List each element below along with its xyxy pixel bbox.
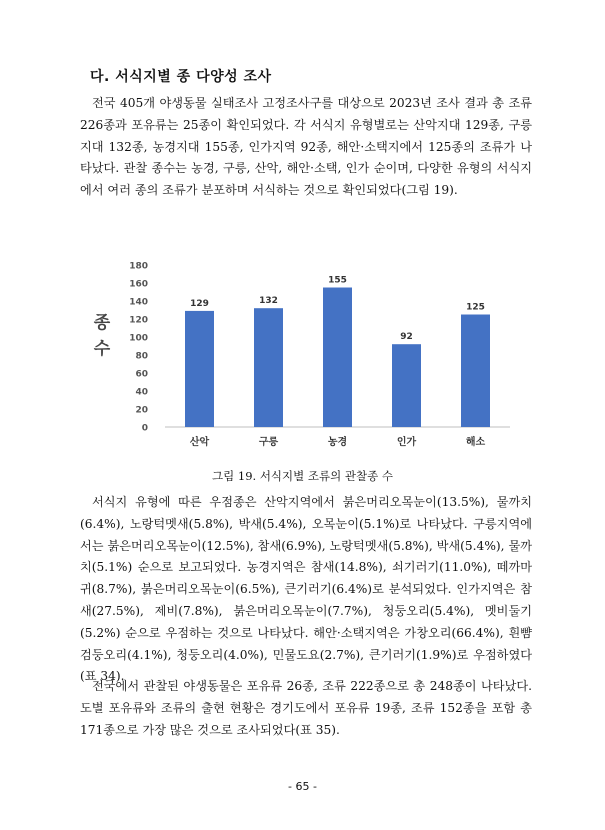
y-tick-label: 40 bbox=[135, 387, 148, 398]
data-label: 129 bbox=[190, 298, 209, 309]
data-label: 132 bbox=[259, 296, 278, 307]
y-axis-label bbox=[94, 313, 111, 359]
section-heading: 다. 서식지별 종 다양성 조사 bbox=[90, 69, 272, 85]
y-tick-label: 20 bbox=[135, 405, 148, 416]
y-tick-label: 160 bbox=[129, 279, 148, 290]
bar-구릉 bbox=[254, 308, 283, 427]
y-axis-label-char: 수 bbox=[93, 339, 111, 359]
y-tick-label: 0 bbox=[141, 423, 148, 434]
data-label: 155 bbox=[328, 275, 347, 286]
data-label: 92 bbox=[400, 332, 413, 343]
bar-산악 bbox=[185, 311, 214, 427]
y-tick-label: 120 bbox=[129, 315, 148, 326]
figure-caption: 그림 19. 서식지별 조류의 관찰종 수 bbox=[212, 469, 393, 483]
x-category-label: 산악 bbox=[189, 437, 210, 448]
y-tick-label: 80 bbox=[135, 351, 148, 362]
habitat-species-bar-chart bbox=[90, 252, 520, 457]
data-label: 125 bbox=[466, 302, 485, 313]
bar-농경 bbox=[323, 288, 352, 428]
y-tick-label: 100 bbox=[129, 333, 148, 344]
x-category-label: 농경 bbox=[327, 437, 348, 448]
paragraph-dominant-species: 서식지 유형에 따른 우점종은 산악지역에서 붉은머리오목눈이(13.5%), 물까치(6.4%), 노랑턱멧새(5.8%), 박새(5.4%), 오목눈이(5.1%)로 나타났다. 구릉지역에서는 붉은머리오목눈이(12.5%), 참새(6.9%), 노랑턱멧새(5.8%), 박새(5.4%), 물까치(5.1%) 순으로 보고되었다. 농경지역은 참새(14.8%), 쇠기러기(11.0%), 떼까마귀(8.7%), 붉은머리오목눈이(6.5%), 큰기러기(6.4%)로 분석되었다. 인가지역은 참새(27.5%), 제비(7.8%), 붉은머리오목눈이(7.7%), 청둥오리(5.4%), 멧비둘기(5.2%) 순으로 우점하는 것으로 나타났다. 해안·소택지역은 가창오리(66.4%), 흰뺨검둥오리(4.1%), 청둥오리(4.0%), 민물도요(2.7%), 큰기러기(1.9%)로 우점하였다(표 34). bbox=[80, 495, 532, 684]
paragraph-habitat-summary: 전국 405개 야생동물 실태조사 고정조사구를 대상으로 2023년 조사 결과 총 조류 226종과 포유류는 25종이 확인되었다. 각 서식지 유형별로는 산악지대 129종, 구릉지대 132종, 농경지대 155종, 인가지역 92종, 해안·소택지에서 125종의 조류가 나타났다. 관찰 종수는 농경, 구릉, 산악, 해안·소택, 인가 순이며, 다양한 유형의 서식지에서 여러 종의 조류가 분포하며 서식하는 것으로 확인되었다(그림 19). bbox=[80, 96, 532, 198]
bar-해소 bbox=[461, 315, 490, 428]
page-number: - 65 - bbox=[288, 780, 317, 793]
y-axis-label-char: 종 bbox=[93, 313, 111, 333]
y-tick-label: 60 bbox=[135, 369, 148, 380]
bars bbox=[185, 288, 490, 428]
x-axis-categories bbox=[190, 435, 486, 448]
bar-인가 bbox=[392, 344, 421, 427]
y-tick-label: 180 bbox=[129, 261, 148, 272]
y-tick-label: 140 bbox=[129, 297, 148, 308]
x-category-label: 구릉 bbox=[258, 437, 279, 448]
paragraph-total-wildlife: 전국에서 관찰된 야생동물은 포유류 26종, 조류 222종으로 총 248종이 나타났다. 도별 포유류와 조류의 출현 현황은 경기도에서 포유류 19종, 조류 152종을 포함 총 171종으로 가장 많은 것으로 조사되었다(표 35). bbox=[80, 679, 532, 737]
x-category-label: 인가 bbox=[396, 437, 417, 448]
y-axis-ticks bbox=[129, 262, 148, 434]
x-category-label: 해소 bbox=[465, 437, 486, 448]
